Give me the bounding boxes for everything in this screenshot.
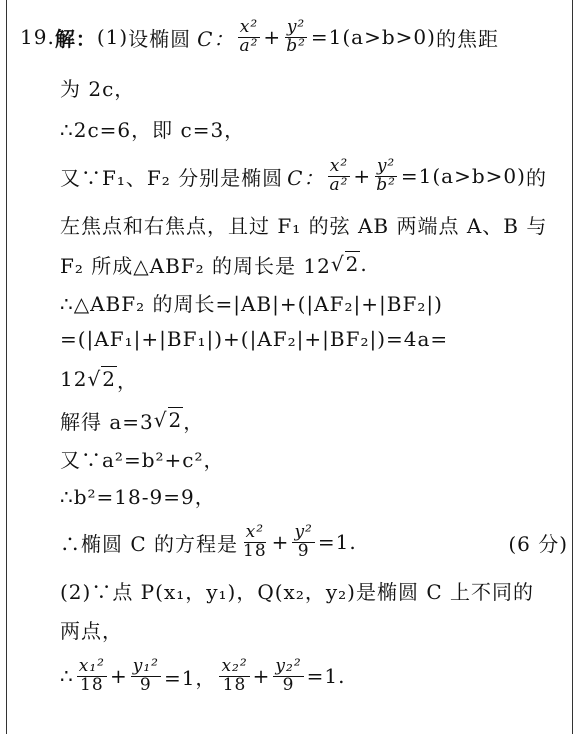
text-segment: ∴2c=6，即 c=3， (60, 117, 246, 142)
problem-number: 19. (20, 25, 55, 49)
solution-text (20, 8, 568, 704)
text-segment: 又∵a²=b²+c²， (60, 447, 225, 472)
text-segment: 又∵F₁、F₂ 分别是椭圆 (60, 165, 284, 190)
fraction-y2-b2: $\frac{\text{y²}}{\text{b²}}$ (376, 155, 396, 195)
line-6 (20, 244, 568, 284)
text-segment: 12 (60, 367, 88, 391)
fraction-x1sq-18: $\frac{\text{x₁²}}{18}$ (78, 655, 105, 695)
fraction-y2-9: $\frac{\text{y²}}{9}$ (294, 521, 313, 561)
plus-sign: + (263, 25, 282, 49)
text-segment: (2)∵点 P(x₁，y₁)，Q(x₂，y₂)是椭圆 C 上不同的 (60, 579, 534, 604)
fraction-x2-a2: $\frac{\text{x²}}{\text{a²}}$ (239, 16, 259, 56)
part-label: (1) (96, 25, 129, 49)
sqrt-expression: √2 (330, 252, 360, 276)
text-segment: 设椭圆 (128, 26, 192, 51)
plus-sign: + (271, 530, 290, 554)
line-2 (20, 66, 568, 108)
left-border (6, 0, 7, 734)
text-segment: 为 2c， (60, 76, 136, 101)
solve-label: 解： (54, 26, 97, 51)
line-4 (20, 148, 568, 204)
line-13 (20, 514, 568, 570)
plus-sign: + (353, 164, 372, 188)
fraction-x2sq-18: $\frac{\text{x₂²}}{18}$ (221, 655, 248, 695)
text-segment: . (360, 252, 368, 276)
fraction-x2-18: $\frac{\text{x²}}{18}$ (243, 521, 267, 561)
text-segment: 两点， (60, 618, 123, 643)
score-note: (6 分) (508, 531, 568, 556)
line-8 (20, 320, 568, 358)
line-12 (20, 476, 568, 514)
line-16 (20, 648, 568, 704)
sqrt-expression: √2 (153, 408, 183, 432)
text-segment: ∴b²=18-9=9， (60, 484, 216, 509)
text-segment: 左焦点和右焦点，且过 F₁ 的弦 AB 两端点 A、B 与 (60, 213, 548, 238)
fraction-y2sq-9: $\frac{\text{y₂²}}{9}$ (275, 655, 302, 695)
text-segment: ∴椭圆 C 的方程是 (60, 531, 239, 556)
text-segment: =1. (317, 530, 357, 554)
text-segment: F₂ 所成△ABF₂ 的周长是 12 (60, 253, 331, 278)
text-segment: ∴△ABF₂ 的周长=|AB|+(|AF₂|+|BF₂|) (60, 291, 443, 316)
ellipse-name: C： (287, 165, 325, 190)
text-segment: =1， (163, 665, 217, 690)
text-segment: =(|AF₁|+|BF₁|)+(|AF₂|+|BF₂|)=4a= (60, 327, 449, 351)
line-14 (20, 570, 568, 610)
line-5 (20, 204, 568, 244)
text-segment: 的焦距 (435, 26, 499, 51)
line-11 (20, 440, 568, 476)
ellipse-rhs: =1(a>b>0) (400, 164, 526, 188)
sqrt-expression: √2 (87, 367, 116, 391)
line-15 (20, 610, 568, 648)
line-10 (20, 400, 568, 440)
text-segment: 解得 a=3 (60, 409, 154, 434)
ellipse-name: C： (197, 26, 235, 51)
line-9 (20, 358, 568, 400)
text-segment: =1. (306, 664, 346, 688)
line-3 (20, 108, 568, 148)
text-segment: ， (183, 409, 205, 434)
line-7 (20, 284, 568, 320)
fraction-y2-b2: $\frac{\text{y²}}{\text{b²}}$ (286, 16, 306, 56)
plus-sign: + (109, 664, 128, 688)
text-segment: 的 (525, 165, 547, 190)
ellipse-rhs: =1(a>b>0) (310, 25, 436, 49)
fraction-y1sq-9: $\frac{\text{y₁²}}{9}$ (132, 655, 159, 695)
right-border (572, 0, 573, 734)
line-1 (20, 8, 568, 66)
fraction-x2-a2: $\frac{\text{x²}}{\text{a²}}$ (329, 155, 349, 195)
text-segment: ， (116, 368, 138, 393)
plus-sign: + (252, 664, 271, 688)
text-segment: ∴ (60, 664, 74, 688)
